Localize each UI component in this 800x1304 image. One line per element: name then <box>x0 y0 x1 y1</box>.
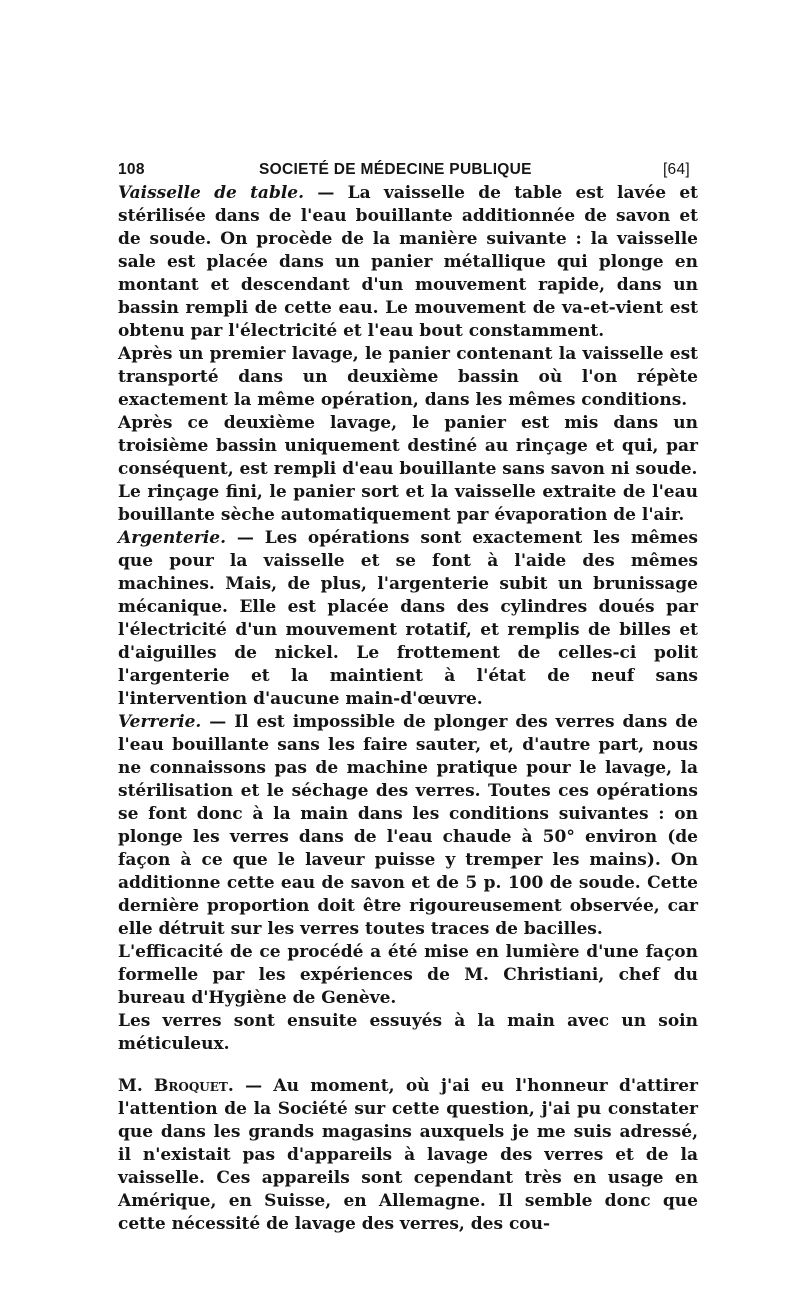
paragraph-text: Après un premier lavage, le panier contenant la vaisselle est transporté dans un deuxième bassin où l'on répète exactement la même opération, dans les mêmes conditions. <box>118 344 698 410</box>
paragraph <box>118 481 698 527</box>
speech-broquet <box>118 1075 698 1236</box>
section-lead: Argenterie. <box>118 528 227 548</box>
running-header <box>118 158 698 182</box>
speaker-name: M. Broquet. <box>118 1076 234 1096</box>
paragraph-text: Après ce deuxième lavage, le panier est mis dans un troisième bassin uniquement destiné au rinçage et qui, par conséquent, est rempli d'eau bouillante sans savon ni soude. <box>118 413 698 479</box>
paragraph-text: Le rinçage fini, le panier sort et la vaisselle extraite de l'eau bouillante sèche automatiquement par évaporation de l'air. <box>118 482 698 525</box>
paragraph <box>118 941 698 1010</box>
paragraph-text: — Il est impossible de plonger des verres dans de l'eau bouillante sans les faire sauter, et, d'autre part, nous ne connaissons pas de machine pratique pour le lavage, la stérilisation et le séchage des verres. Toutes ces opérations se font donc à la main dans les conditions suivantes : on plonge les verres dans de l'eau chaude à 50° environ (de façon à ce que le laveur puisse y tremper les mains). On additionne cette eau de savon et de 5 p. 100 de soude. Cette dernière proportion doit être rigoureusement observée, car elle détruit sur les verres toutes traces de bacilles. <box>118 712 698 939</box>
paragraph-argenterie <box>118 527 698 711</box>
paragraph-text: — La vaisselle de table est lavée et stérilisée dans de l'eau bouillante additionnée de savon et de soude. On procède de la manière suivante : la vaisselle sale est placée dans un panier métallique qui plonge en montant et descendant d'un mouvement rapide, dans un bassin rempli de cette eau. Le mouvement de va-et-vient est obtenu par l'électricité et l'eau bout constamment. <box>118 183 698 341</box>
paragraph-text: L'efficacité de ce procédé a été mise en lumière d'une façon formelle par les expériences de M. Christiani, chef du bureau d'Hygiène de Genève. <box>118 942 698 1008</box>
page <box>118 158 698 1236</box>
page-number: 108 <box>118 161 145 178</box>
paragraph <box>118 412 698 481</box>
running-title: SOCIETÉ DE MÉDECINE PUBLIQUE <box>259 161 532 178</box>
page-reference: [64] <box>662 161 690 178</box>
section-gap <box>118 1056 698 1075</box>
section-lead: Vaisselle de table. <box>118 183 305 203</box>
speech-text: — Au moment, où j'ai eu l'honneur d'attirer l'attention de la Société sur cette question, j'ai pu constater que dans les grands magasins auxquels je me suis adressé, il n'existait pas d'appareils à lavage des verres et de la vaisselle. Ces appareils sont cependant très en usage en Amérique, en Suisse, en Allemagne. Il semble donc que cette nécessité de lavage des verres, des cou- <box>118 1076 698 1234</box>
section-lead: Verrerie. <box>118 712 202 732</box>
paragraph-text: — Les opérations sont exactement les mêmes que pour la vaisselle et se font à l'aide des mêmes machines. Mais, de plus, l'argenterie subit un brunissage mécanique. Elle est placée dans des cylindres doués par l'électricité d'un mouvement rotatif, et remplis de billes et d'aiguilles de nickel. Le frottement de celles-ci polit l'argenterie et la maintient à l'état de neuf sans l'intervention d'aucune main-d'œuvre. <box>118 528 698 709</box>
paragraph-verrerie <box>118 711 698 941</box>
paragraph <box>118 343 698 412</box>
paragraph <box>118 1010 698 1056</box>
paragraph-vaisselle <box>118 182 698 343</box>
paragraph-text: Les verres sont ensuite essuyés à la main avec un soin méticuleux. <box>118 1011 698 1054</box>
